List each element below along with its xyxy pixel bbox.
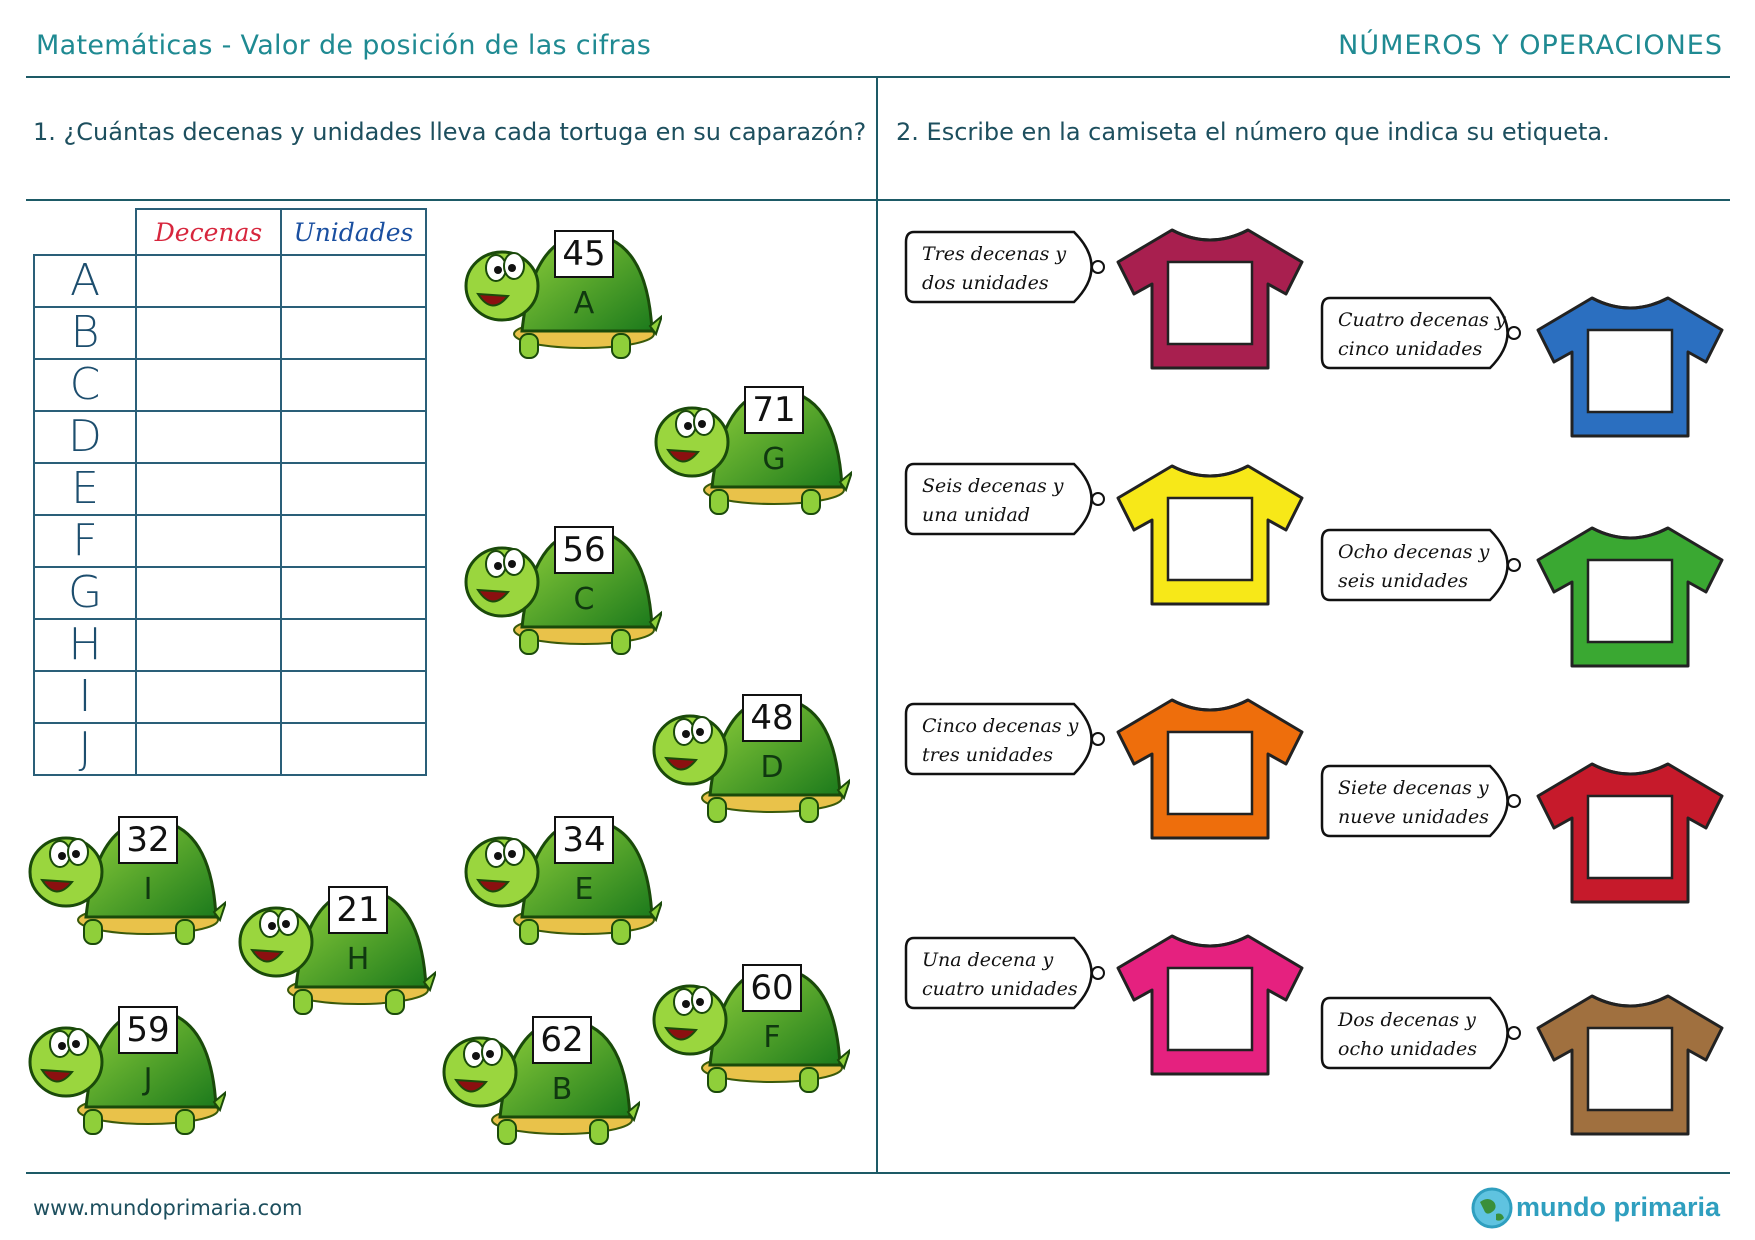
turtle-letter: C (573, 582, 595, 617)
row-letter: I (34, 671, 136, 723)
tshirt-icon (1110, 222, 1310, 372)
turtle-letter: I (143, 872, 153, 907)
answer-table (33, 208, 427, 776)
row-letter: C (34, 359, 136, 411)
tag-line-1: Dos decenas y (1338, 1009, 1476, 1031)
section-title: NÚMEROS Y OPERACIONES (1338, 30, 1723, 61)
tag-line-2: cuatro unidades (922, 978, 1078, 1000)
unidades-cell[interactable] (281, 463, 426, 515)
turtle-4 (26, 812, 226, 952)
unidades-cell[interactable] (281, 567, 426, 619)
turtle-number: 32 (118, 816, 178, 864)
turtle-number: 45 (554, 230, 614, 278)
turtle-1 (652, 382, 852, 522)
tshirt-icon (1110, 928, 1310, 1078)
unidades-cell[interactable] (281, 359, 426, 411)
label-tag (904, 932, 1114, 1014)
turtle-7 (650, 960, 850, 1100)
label-tag (904, 458, 1114, 540)
decenas-cell[interactable] (136, 723, 281, 775)
tag-line-1: Siete decenas y (1338, 777, 1489, 799)
decenas-cell[interactable] (136, 619, 281, 671)
unidades-cell[interactable] (281, 255, 426, 307)
header-decenas: Decenas (136, 209, 281, 255)
row-letter: B (34, 307, 136, 359)
turtle-letter: J (143, 1062, 153, 1097)
unidades-cell[interactable] (281, 411, 426, 463)
label-tag (1320, 760, 1530, 842)
question-2: 2. Escribe en la camiseta el número que indica su etiqueta. (896, 118, 1610, 146)
footer-url[interactable]: www.mundoprimaria.com (33, 1196, 303, 1220)
decenas-cell[interactable] (136, 567, 281, 619)
unidades-cell[interactable] (281, 619, 426, 671)
question-divider (26, 199, 1730, 201)
unidades-cell[interactable] (281, 671, 426, 723)
tshirt[interactable] (1110, 222, 1310, 372)
turtle-5 (462, 812, 662, 952)
decenas-cell[interactable] (136, 411, 281, 463)
turtle-6 (236, 882, 436, 1022)
tshirt[interactable] (1530, 756, 1730, 906)
tag-line-1: Una decena y (922, 949, 1054, 971)
decenas-cell[interactable] (136, 307, 281, 359)
row-letter: H (34, 619, 136, 671)
unidades-cell[interactable] (281, 723, 426, 775)
turtle-0 (462, 226, 662, 366)
turtle-letter: H (346, 942, 370, 977)
turtle-number: 71 (744, 386, 804, 434)
turtle-2 (462, 522, 662, 662)
tshirt[interactable] (1530, 290, 1730, 440)
decenas-cell[interactable] (136, 359, 281, 411)
tag-line-2: cinco unidades (1338, 338, 1483, 360)
header-unidades: Unidades (281, 209, 426, 255)
tshirt-icon (1530, 756, 1730, 906)
tshirt-icon (1530, 520, 1730, 670)
brand-logo[interactable] (1470, 1186, 1730, 1232)
turtle-number: 21 (328, 886, 388, 934)
globe-icon (1470, 1186, 1514, 1230)
column-divider (876, 76, 878, 1173)
label-tag (904, 698, 1114, 780)
tag-line-1: Cuatro decenas y (1338, 309, 1506, 331)
tag-line-2: ocho unidades (1338, 1038, 1477, 1060)
header-divider (26, 76, 1730, 78)
tag-line-1: Tres decenas y (922, 243, 1067, 265)
decenas-cell[interactable] (136, 463, 281, 515)
row-letter: D (34, 411, 136, 463)
tshirt[interactable] (1110, 692, 1310, 842)
brand-name: mundo primaria (1516, 1192, 1721, 1222)
tag-line-2: tres unidades (922, 744, 1053, 766)
label-tag (1320, 292, 1530, 374)
unidades-cell[interactable] (281, 307, 426, 359)
turtle-number: 56 (554, 526, 614, 574)
unidades-cell[interactable] (281, 515, 426, 567)
tshirt[interactable] (1110, 458, 1310, 608)
tag-line-2: nueve unidades (1338, 806, 1489, 828)
question-1: 1. ¿Cuántas decenas y unidades lleva cada tortuga en su caparazón? (33, 118, 867, 146)
footer-divider (26, 1172, 1730, 1174)
tshirt[interactable] (1530, 988, 1730, 1138)
turtle-number: 62 (532, 1016, 592, 1064)
row-letter: F (34, 515, 136, 567)
tshirt-icon (1530, 988, 1730, 1138)
turtle-letter: D (760, 750, 784, 785)
tshirt-icon (1110, 458, 1310, 608)
tshirt-icon (1110, 692, 1310, 842)
turtle-letter: E (574, 872, 594, 907)
tag-line-2: dos unidades (922, 272, 1049, 294)
tag-line-2: una unidad (922, 504, 1031, 526)
tag-line-1: Cinco decenas y (922, 715, 1079, 737)
turtle-number: 48 (742, 694, 802, 742)
row-letter: J (34, 723, 136, 775)
page-title: Matemáticas - Valor de posición de las cifras (36, 30, 652, 61)
tshirt[interactable] (1530, 520, 1730, 670)
turtle-9 (440, 1012, 640, 1152)
decenas-cell[interactable] (136, 671, 281, 723)
turtle-number: 60 (742, 964, 802, 1012)
tshirt-icon (1530, 290, 1730, 440)
label-tag (904, 226, 1114, 308)
tshirt[interactable] (1110, 928, 1310, 1078)
tag-line-2: seis unidades (1338, 570, 1469, 592)
turtle-8 (26, 1002, 226, 1142)
decenas-cell[interactable] (136, 255, 281, 307)
turtle-letter: A (573, 286, 595, 321)
turtle-letter: G (762, 442, 786, 477)
turtle-letter: F (763, 1020, 781, 1055)
turtle-number: 34 (554, 816, 614, 864)
label-tag (1320, 524, 1530, 606)
turtle-letter: B (551, 1072, 573, 1107)
turtle-number: 59 (118, 1006, 178, 1054)
label-tag (1320, 992, 1530, 1074)
tag-line-1: Ocho decenas y (1338, 541, 1490, 563)
row-letter: A (34, 255, 136, 307)
turtle-3 (650, 690, 850, 830)
tag-line-1: Seis decenas y (922, 475, 1064, 497)
decenas-cell[interactable] (136, 515, 281, 567)
row-letter: G (34, 567, 136, 619)
row-letter: E (34, 463, 136, 515)
